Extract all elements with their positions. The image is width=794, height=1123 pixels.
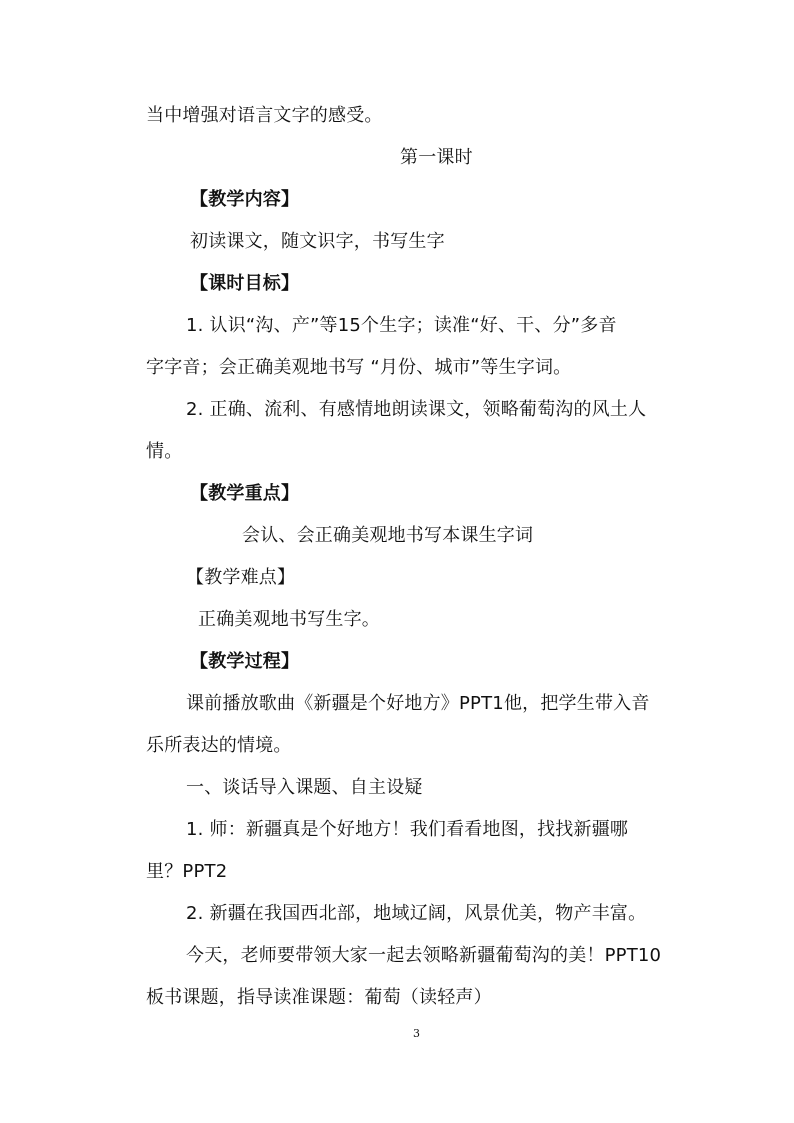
text-line: 课前播放歌曲《新疆是个好地方》PPT1他，把学生带入音	[186, 693, 650, 714]
text-line: 1. 师：新疆真是个好地方！我们看看地图，找找新疆哪	[186, 819, 629, 840]
text-line: 板书课题，指导读准课题：葡萄（读轻声）	[146, 987, 492, 1008]
heading-key-points: 【教学重点】	[190, 483, 300, 504]
heading-teaching-content: 【教学内容】	[190, 189, 300, 210]
text-line: 2. 新疆在我国西北部，地域辽阔，风景优美，物产丰富。	[186, 903, 647, 924]
text-line: 初读课文，随文识字，书写生字	[190, 231, 445, 252]
text-line: 会认、会正确美观地书写本课生字词	[242, 525, 534, 546]
text-line: 1. 认识“沟、产”等15个生字；读准“好、干、分”多音	[186, 315, 617, 336]
heading-teaching-process: 【教学过程】	[190, 651, 300, 672]
text-line: 里？PPT2	[146, 861, 228, 882]
text-line: 今天，老师要带领大家一起去领略新疆葡萄沟的美！PPT10	[186, 945, 662, 966]
text-line: 乐所表达的情境。	[146, 735, 292, 756]
text-line: 正确美观地书写生字。	[198, 609, 380, 630]
text-line: 情。	[146, 441, 183, 462]
heading-lesson-goals: 【课时目标】	[190, 273, 300, 294]
heading-difficulties: 【教学难点】	[186, 567, 296, 588]
section-title: 第一课时	[400, 147, 473, 168]
text-line: 一、谈话导入课题、自主设疑	[186, 777, 423, 798]
text-line: 当中增强对语言文字的感受。	[146, 105, 383, 126]
page-number: 3	[413, 1027, 420, 1040]
text-line: 字字音；会正确美观地书写 “月份、城市”等生字词。	[146, 357, 572, 378]
text-line: 2. 正确、流利、有感情地朗读课文，领略葡萄沟的风土人	[186, 399, 647, 420]
